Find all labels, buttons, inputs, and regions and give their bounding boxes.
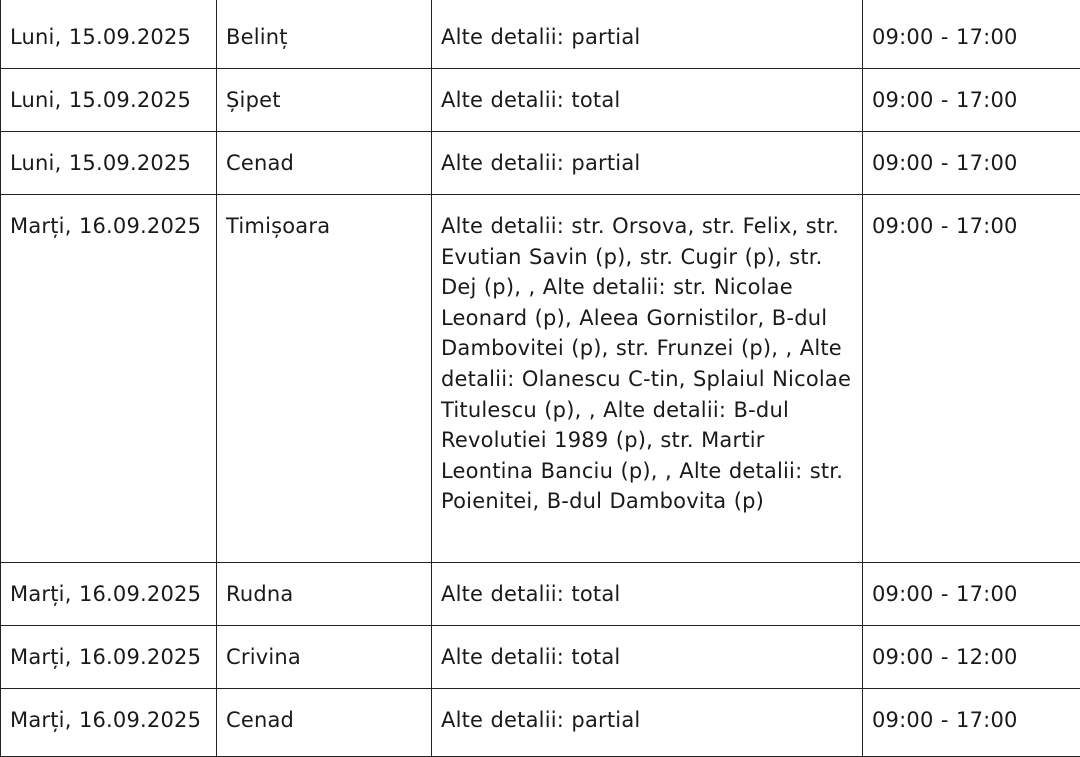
date-cell: Luni, 15.09.2025	[1, 0, 217, 69]
hours-cell: 09:00 - 17:00	[863, 195, 1080, 563]
details-cell: Alte detalii: partial	[432, 132, 863, 195]
details-cell: Alte detalii: str. Orsova, str. Felix, str. Evutian Savin (p), str. Cugir (p), str. Dej (p), , Alte detalii: str. Nicolae Leonard (p), Aleea Gornistilor, B-dul Dambovitei (p), str. Frunzei (p), , Alte detalii: Olanescu C-tin, Splaiul Nicolae Titulescu (p), , Alte detalii: B-dul Revolutiei 1989 (p), str. Martir Leontina Banciu (p), , Alte detalii: str. Poienitei, B-dul Dambovita (p)	[432, 195, 863, 563]
date-cell: Luni, 15.09.2025	[1, 69, 217, 132]
table-row	[1, 0, 1080, 69]
details-cell: Alte detalii: partial	[432, 0, 863, 69]
details-cell: Alte detalii: partial	[432, 689, 863, 757]
hours-cell: 09:00 - 17:00	[863, 689, 1080, 757]
location-cell: Rudna	[217, 563, 432, 626]
hours-cell: 09:00 - 17:00	[863, 0, 1080, 69]
date-cell: Marți, 16.09.2025	[1, 195, 217, 563]
table-row	[1, 563, 1080, 626]
table-row	[1, 132, 1080, 195]
hours-cell: 09:00 - 17:00	[863, 69, 1080, 132]
table-row	[1, 689, 1080, 757]
date-cell: Marți, 16.09.2025	[1, 563, 217, 626]
location-cell: Belinț	[217, 0, 432, 69]
hours-cell: 09:00 - 12:00	[863, 626, 1080, 689]
hours-cell: 09:00 - 17:00	[863, 563, 1080, 626]
location-cell: Șipet	[217, 69, 432, 132]
location-cell: Timișoara	[217, 195, 432, 563]
date-cell: Marți, 16.09.2025	[1, 689, 217, 757]
details-cell: Alte detalii: total	[432, 69, 863, 132]
location-cell: Crivina	[217, 626, 432, 689]
details-cell: Alte detalii: total	[432, 563, 863, 626]
table-row	[1, 626, 1080, 689]
hours-cell: 09:00 - 17:00	[863, 132, 1080, 195]
location-cell: Cenad	[217, 689, 432, 757]
table-row	[1, 195, 1080, 563]
details-cell: Alte detalii: total	[432, 626, 863, 689]
location-cell: Cenad	[217, 132, 432, 195]
date-cell: Luni, 15.09.2025	[1, 132, 217, 195]
table-row	[1, 69, 1080, 132]
date-cell: Marți, 16.09.2025	[1, 626, 217, 689]
